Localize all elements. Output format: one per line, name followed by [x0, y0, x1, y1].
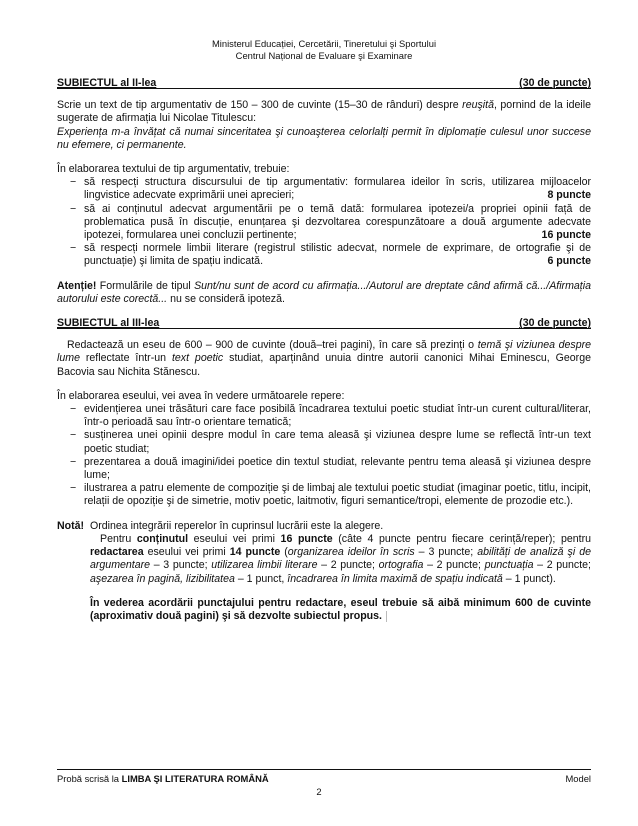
- section-2-title: SUBIECTUL al II-lea: [57, 77, 157, 89]
- note-label: Notă!: [57, 519, 85, 532]
- landmark-item: − ilustrarea a patru elemente de compoziție şi de limbaj ale textului poetic studiat (imaginar poetic, titlu, incipit, relații de opoziție şi de simetrie, motiv poetic, laitmotiv, figuri semantice/tropi, elemente de prozodie etc.).: [70, 482, 591, 508]
- requirement-item: − să respecți normele limbii literare (registrul stilistic adecvat, normele de exprimare, de ortografie şi de punctuație) şi limita de spațiu indicată. 6 puncte: [70, 242, 591, 268]
- landmark-item: − evidențierea unei trăsături care face posibilă încadrarea textului poetic studiat într-un curent cultural/literar, într-o perioadă sau într-o orientare tematică;: [70, 403, 591, 429]
- note-final: În vederea acordării punctajului pentru redactare, eseul trebuie să aibă minimum 600 de cuvinte (aproximativ două pagini) şi să dezvolte subiectul propus.: [90, 596, 591, 622]
- footer-exam: Probă scrisă la LIMBA ŞI LITERATURA ROMÂNĂ: [57, 773, 269, 784]
- section-3-points: (30 de puncte): [519, 317, 591, 330]
- requirement-item: − să ai conținutul adecvat argumentării pe o temă dată: formularea ipotezei/a propriei opinii față de problematica pusă în discuție, enunțarea şi dezvoltarea corespunzătoare a două argumente adecvate ipotezei, formularea unei concluzii pertinente; 16 puncte: [70, 202, 591, 242]
- note-body: [90, 520, 591, 623]
- section-3-rep-title: În elaborarea eseului, vei avea în vedere următoarele repere:: [57, 389, 345, 402]
- page-number: 2: [316, 786, 322, 797]
- section-2-intro: Scrie un text de tip argumentativ de 150 – 300 de cuvinte (15–30 de rânduri) despre reuşită, pornind de la ideile sugerate de afirmația lui Nicolae Titulescu:: [57, 99, 591, 125]
- landmark-item: − prezentarea a două imagini/idei poetice din textul studiat, relevante pentru tema aleasă şi viziunea despre lume;: [70, 455, 591, 482]
- text-cursor: [386, 611, 387, 622]
- page-footer: [57, 773, 591, 784]
- section-2-requirements: [57, 176, 591, 268]
- note-scoring: Pentru conținutul eseului vei primi 16 puncte (câte 4 puncte pentru fiecare cerință/reper); pentru redactarea eseului vei primi 14 puncte (organizarea ideilor în scris – 3 puncte; abilități de analiză şi de argumentare – 3 puncte; utilizarea limbii literare – 2 puncte; ortografia – 2 puncte; punctuația – 2 puncte; aşezarea în pagină, lizibilitatea – 1 punct, încadrarea în limita maximă de spațiu indicată – 1 punct).: [90, 532, 592, 585]
- footer-model: Model: [565, 773, 591, 784]
- exam-page: [57, 36, 591, 623]
- landmark-item: − susținerea unei opinii despre modul în care tema aleasă şi viziunea despre lume se reflectă într-un text poetic studiat;: [70, 429, 591, 455]
- section-2-points: (30 de puncte): [519, 77, 591, 89]
- section-3-landmarks: [57, 403, 591, 509]
- section-3-title: SUBIECTUL al III-lea: [57, 317, 160, 330]
- page-header: [57, 38, 591, 61]
- note-order: Ordinea integrării reperelor în cuprinsul lucrării este la alegere.: [90, 519, 384, 532]
- header-center: Centrul Național de Evaluare şi Examinare: [235, 49, 413, 61]
- footer-rule: [57, 769, 591, 770]
- section-2-attention: Atenție! Formulările de tipul Sunt/nu sunt de acord cu afirmația.../Autorul are dreptate când afirmă că.../Afirmația autorului este corectă... nu se consideră ipoteză.: [57, 279, 591, 305]
- section-2-req-title: În elaborarea textului de tip argumentativ, trebuie:: [57, 163, 290, 176]
- section-3-note: [57, 520, 591, 623]
- header-ministry: Ministerul Educației, Cercetării, Tineretului şi Sportului: [211, 38, 437, 49]
- requirement-item: − să respecți structura discursului de tip argumentativ: formularea ideilor în scris, utilizarea mijloacelor lingvistice adecvate exprimării unei aprecieri; 8 puncte: [70, 176, 591, 202]
- section-3-intro: Redactează un eseu de 600 – 900 de cuvinte (două–trei pagini), în care să prezinți o temă şi viziunea despre lume reflectate într-un text poetic studiat, aparținând unuia dintre autorii canonici Mihai Eminescu, George Bacovia sau Nichita Stănescu.: [57, 339, 592, 378]
- section-2-quote: Experiența m-a învățat că numai sinceritatea şi cunoaşterea celorlalți permit în diplomație culesul unor succese nu efemere, ci permanente.: [57, 125, 591, 151]
